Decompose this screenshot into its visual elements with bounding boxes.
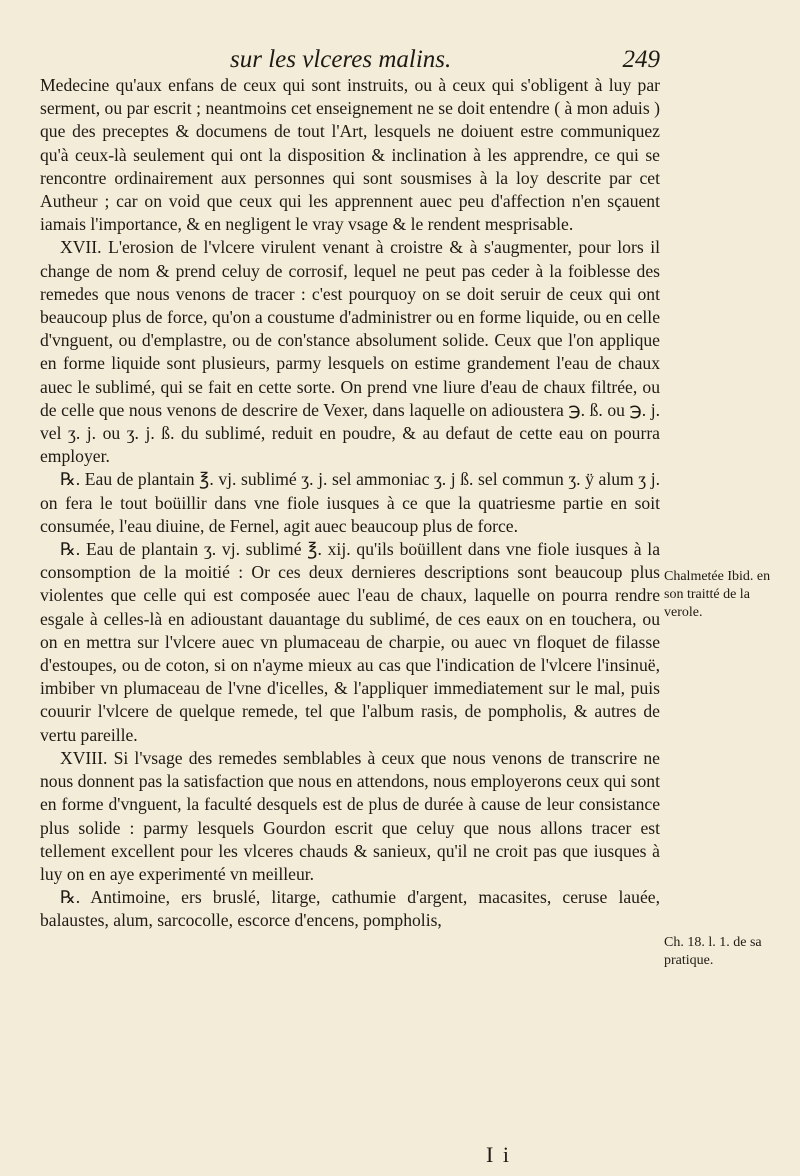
paragraph-continuation: Medecine qu'aux enfans de ceux qui sont instruits, ou à ceux qui s'obligent à luy par serment, ou par escrit ; neantmoins cet enseignement ne se doit entendre ( à mon aduis ) que des preceptes & documens de tout l'Art, lesquels ne doiuent estre communiquez qu'à ceux-là seulement qui ont la disposition & inclination à les apprendre, ce qui se rencontre ordinairement aux personnes qui sont sousmises à la loy descrite par cet Autheur ; car on void que ceux qui les apprennent auec peu d'affection n'en sçauent iamais l'importance, & en negligent le vray vsage & le rendent mesprisable. [40,75,660,235]
recipe-plantain-1: ℞. Eau de plantain ℥. vj. sublimé ʒ. j. sel ammoniac ʒ. j ß. sel commun ʒ. ÿ alum ʒ j. on fera le tout boüillir dans vne fiole iusques à ce que la quatriesme partie en soit consumée, l'eau diuine, de Fernel, agit auec beaucoup plus de force. [40,469,660,536]
section-xviii: XVIII. Si l'vsage des remedes semblables à ceux que nous venons de transcrire ne nous donnent pas la satisfaction que nous en attendons, nous employerons ceux qui sont en forme d'vnguent, la faculté desquels est de plus de durée à cause de leur consistance plus solide : parmy lesquels Gourdon escrit que celuy que nous allons tracer est tellement excellent pour les vlceres chauds & sanieux, qu'il ne croit pas que iusques à luy on en aye experimenté vn meilleur. [40,747,660,884]
page-number: 249 [622,46,660,73]
recipe-plantain-2: ℞. Eau de plantain ʒ. vj. sublimé ℥. xij. qu'ils boüillent dans vne fiole iusques à la consomption de la moitié : Or ces deux dernieres descriptions sont beaucoup plus violentes que celle qui est composée auec l'eau de chaux, laquelle on pourra rendre esgale à celles-là en adioustant dauantage du sublimé, de ces eaux on en touchera, ou on en mettra sur l'vlcere auec vn plumaceau de charpie, ou auec vn floquet de filasse d'estoupes, ou de coton, si on n'ayme mieux au cas que l'indication de l'vlcere l'insinuë, imbiber vn plumaceau de l'vne d'icelles, & l'appliquer immediatement sur le mal, puis couurir l'vlcere de quelque remede, tel que l'album rasis, de pompholis, & autres de vertu pareille. [40,539,660,745]
page-header [40,46,660,76]
margin-note-gourdon: Ch. 18. l. 1. de sa pratique. [664,935,762,968]
recipe-antimoine: ℞. Antimoine, ers bruslé, litarge, cathumie d'argent, macasites, ceruse lauée, balaustes, alum, sarcocolle, escorce d'encens, pompholis, [40,887,660,931]
signature-mark: I i [486,1142,511,1167]
margin-note-chalmetee: Chalmetée Ibid. en son traitté de la verole. [664,569,771,620]
section-xvii: XVII. L'erosion de l'vlcere virulent venant à croistre & à s'augmenter, pour lors il change de nom & prend celuy de corrosif, lequel ne peut pas ceder à la foiblesse des remedes que nous venons de tracer : c'est pourquoy on se doit seruir de ceux qui ont beaucoup plus de force, qu'on a coustume d'administrer ou en forme liquide, ou en celle d'vnguent, ou d'emplastre, ou de con'stance absolument solide. Ceux que l'on applique en forme liquide sont plusieurs, parmy lesquels on estime grandement l'eau de chaux auec le sublimé, qui se fait en cette sorte. On prend vne liure d'eau de chaux filtrée, ou de celle que nous venons de descrire de Vexer, dans laquelle on adioustera ℈. ß. ou ℈. j. vel ʒ. j. ou ʒ. j. ß. du sublimé, reduit en poudre, & au defaut de cette eau on pourra employer. [40,237,660,467]
main-text [40,74,660,933]
running-title: sur les vlceres malins. [230,46,452,73]
